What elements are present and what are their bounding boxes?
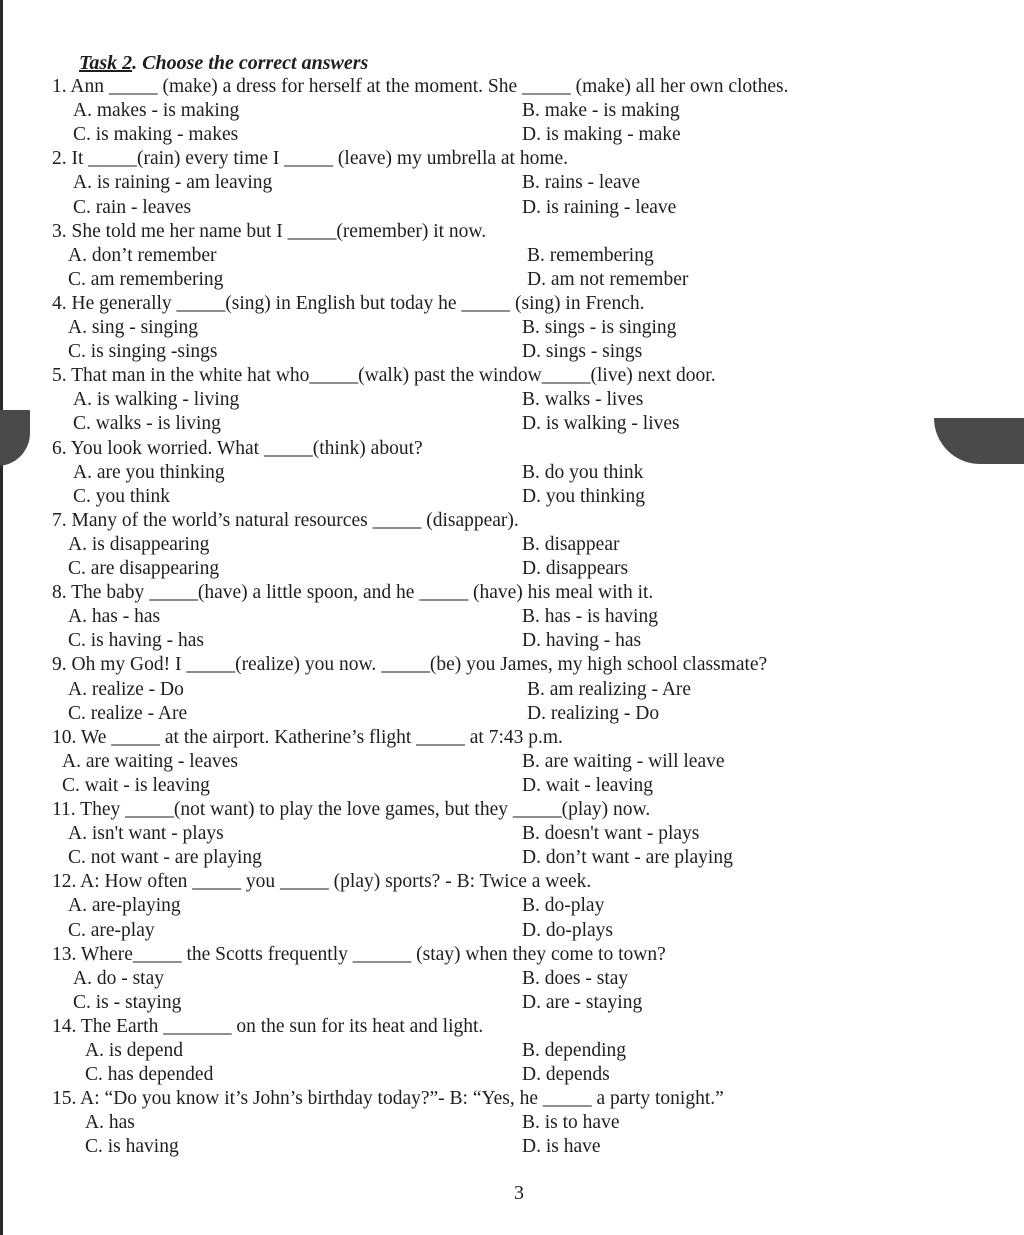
question-text: 15. A: “Do you know it’s John’s birthday today?”- B: “Yes, he _____ a party tonight.” [52, 1088, 724, 1110]
task-title-suffix: . Choose the correct answers [132, 52, 369, 74]
option-d: D. you thinking [522, 485, 645, 507]
option-c: C. is having - has [68, 630, 204, 652]
option-d: D. do-plays [522, 919, 613, 941]
option-b: B. does - stay [522, 967, 629, 989]
photo-obstruction-right [934, 418, 1024, 464]
option-a: A. is depend [85, 1040, 184, 1061]
option-a: A. has [85, 1112, 135, 1134]
option-c: C. is singing -sings [68, 341, 218, 363]
option-a: A. makes - is making [73, 100, 240, 122]
option-a: A. do - stay [73, 967, 164, 989]
option-b: B. are waiting - will leave [522, 750, 725, 772]
option-a: A. is raining - am leaving [73, 172, 273, 194]
option-c: C. walks - is living [73, 413, 221, 435]
option-c: C. am remembering [68, 268, 224, 290]
page-number: 3 [514, 1182, 524, 1204]
option-d: D. are - staying [522, 991, 643, 1013]
question-text: 1. Ann _____ (make) a dress for herself at the moment. She _____ (make) all her own clothes. [52, 76, 789, 97]
option-c: C. wait - is leaving [62, 774, 210, 796]
option-c: C. you think [73, 485, 170, 507]
option-a: A. isn't want - plays [68, 823, 224, 845]
question-text: 9. Oh my God! I _____(realize) you now. _____(be) you James, my high school classmate? [52, 654, 768, 676]
option-a: A. has - has [68, 606, 161, 628]
option-c: C. are disappearing [68, 558, 220, 579]
option-a: A. realize - Do [68, 678, 184, 700]
option-d: D. realizing - Do [527, 702, 660, 724]
photo-obstruction-left [0, 410, 30, 466]
option-b: B. do you think [522, 461, 644, 483]
option-b: B. make - is making [522, 100, 680, 122]
option-c: C. is having [85, 1136, 179, 1158]
question-text: 6. You look worried. What _____(think) about? [52, 437, 423, 459]
page-left-edge [0, 0, 3, 1235]
question-text: 11. They _____(not want) to play the love games, but they _____(play) now. [52, 799, 651, 820]
option-a: A. is walking - living [73, 389, 240, 411]
option-d: D. having - has [522, 630, 642, 652]
option-b: B. walks - lives [522, 389, 644, 411]
option-c: C. is - staying [73, 991, 182, 1013]
option-b: B. doesn't want - plays [522, 823, 700, 845]
question-text: 5. That man in the white hat who_____(walk) past the window_____(live) next door. [52, 365, 716, 387]
option-d: D. depends [522, 1064, 610, 1086]
option-c: C. rain - leaves [73, 196, 192, 218]
option-d: D. is walking - lives [522, 413, 680, 435]
option-a: A. sing - singing [68, 317, 199, 338]
option-a: A. are you thinking [73, 461, 225, 483]
question-text: 12. A: How often _____ you _____ (play) sports? - B: Twice a week. [52, 871, 592, 893]
option-b: B. is to have [522, 1112, 620, 1134]
option-a: A. are waiting - leaves [62, 750, 238, 772]
option-a: A. is disappearing [68, 533, 210, 555]
option-d: D. disappears [522, 558, 629, 579]
task-title [79, 51, 368, 75]
question-text: 3. She told me her name but I _____(remember) it now. [52, 220, 487, 242]
option-d: D. is have [522, 1136, 601, 1158]
option-b: B. depending [522, 1040, 626, 1061]
question-text: 7. Many of the world’s natural resources _____ (disappear). [52, 509, 519, 531]
option-d: D. wait - leaving [522, 774, 654, 796]
option-b: B. rains - leave [522, 172, 641, 194]
option-b: B. sings - is singing [522, 317, 677, 338]
option-d: D. don’t want - are playing [522, 847, 733, 869]
option-c: C. realize - Are [68, 702, 188, 724]
option-d: D. am not remember [527, 268, 689, 290]
question-text: 8. The baby _____(have) a little spoon, and he _____ (have) his meal with it. [52, 582, 654, 604]
option-a: A. don’t remember [68, 244, 217, 266]
option-c: C. is making - makes [73, 124, 239, 146]
option-d: D. is making - make [522, 124, 681, 146]
option-a: A. are-playing [68, 895, 181, 917]
question-text: 10. We _____ at the airport. Katherine’s flight _____ at 7:43 p.m. [52, 726, 563, 748]
question-text: 13. Where_____ the Scotts frequently ______ (stay) when they come to town? [52, 943, 666, 965]
question-text: 14. The Earth _______ on the sun for its heat and light. [52, 1015, 484, 1037]
option-b: B. has - is having [522, 606, 658, 628]
option-c: C. are-play [68, 919, 155, 941]
option-b: B. remembering [527, 244, 654, 266]
option-b: B. am realizing - Are [527, 678, 692, 700]
option-d: D. sings - sings [522, 341, 643, 363]
option-c: C. has depended [85, 1064, 214, 1086]
option-d: D. is raining - leave [522, 196, 677, 218]
task-title-prefix: Task 2 [79, 52, 133, 74]
question-text: 4. He generally _____(sing) in English but today he _____ (sing) in French. [52, 292, 645, 314]
option-b: B. disappear [522, 533, 620, 555]
option-c: C. not want - are playing [68, 847, 262, 869]
question-text: 2. It _____(rain) every time I _____ (leave) my umbrella at home. [52, 148, 569, 170]
option-b: B. do-play [522, 895, 605, 917]
